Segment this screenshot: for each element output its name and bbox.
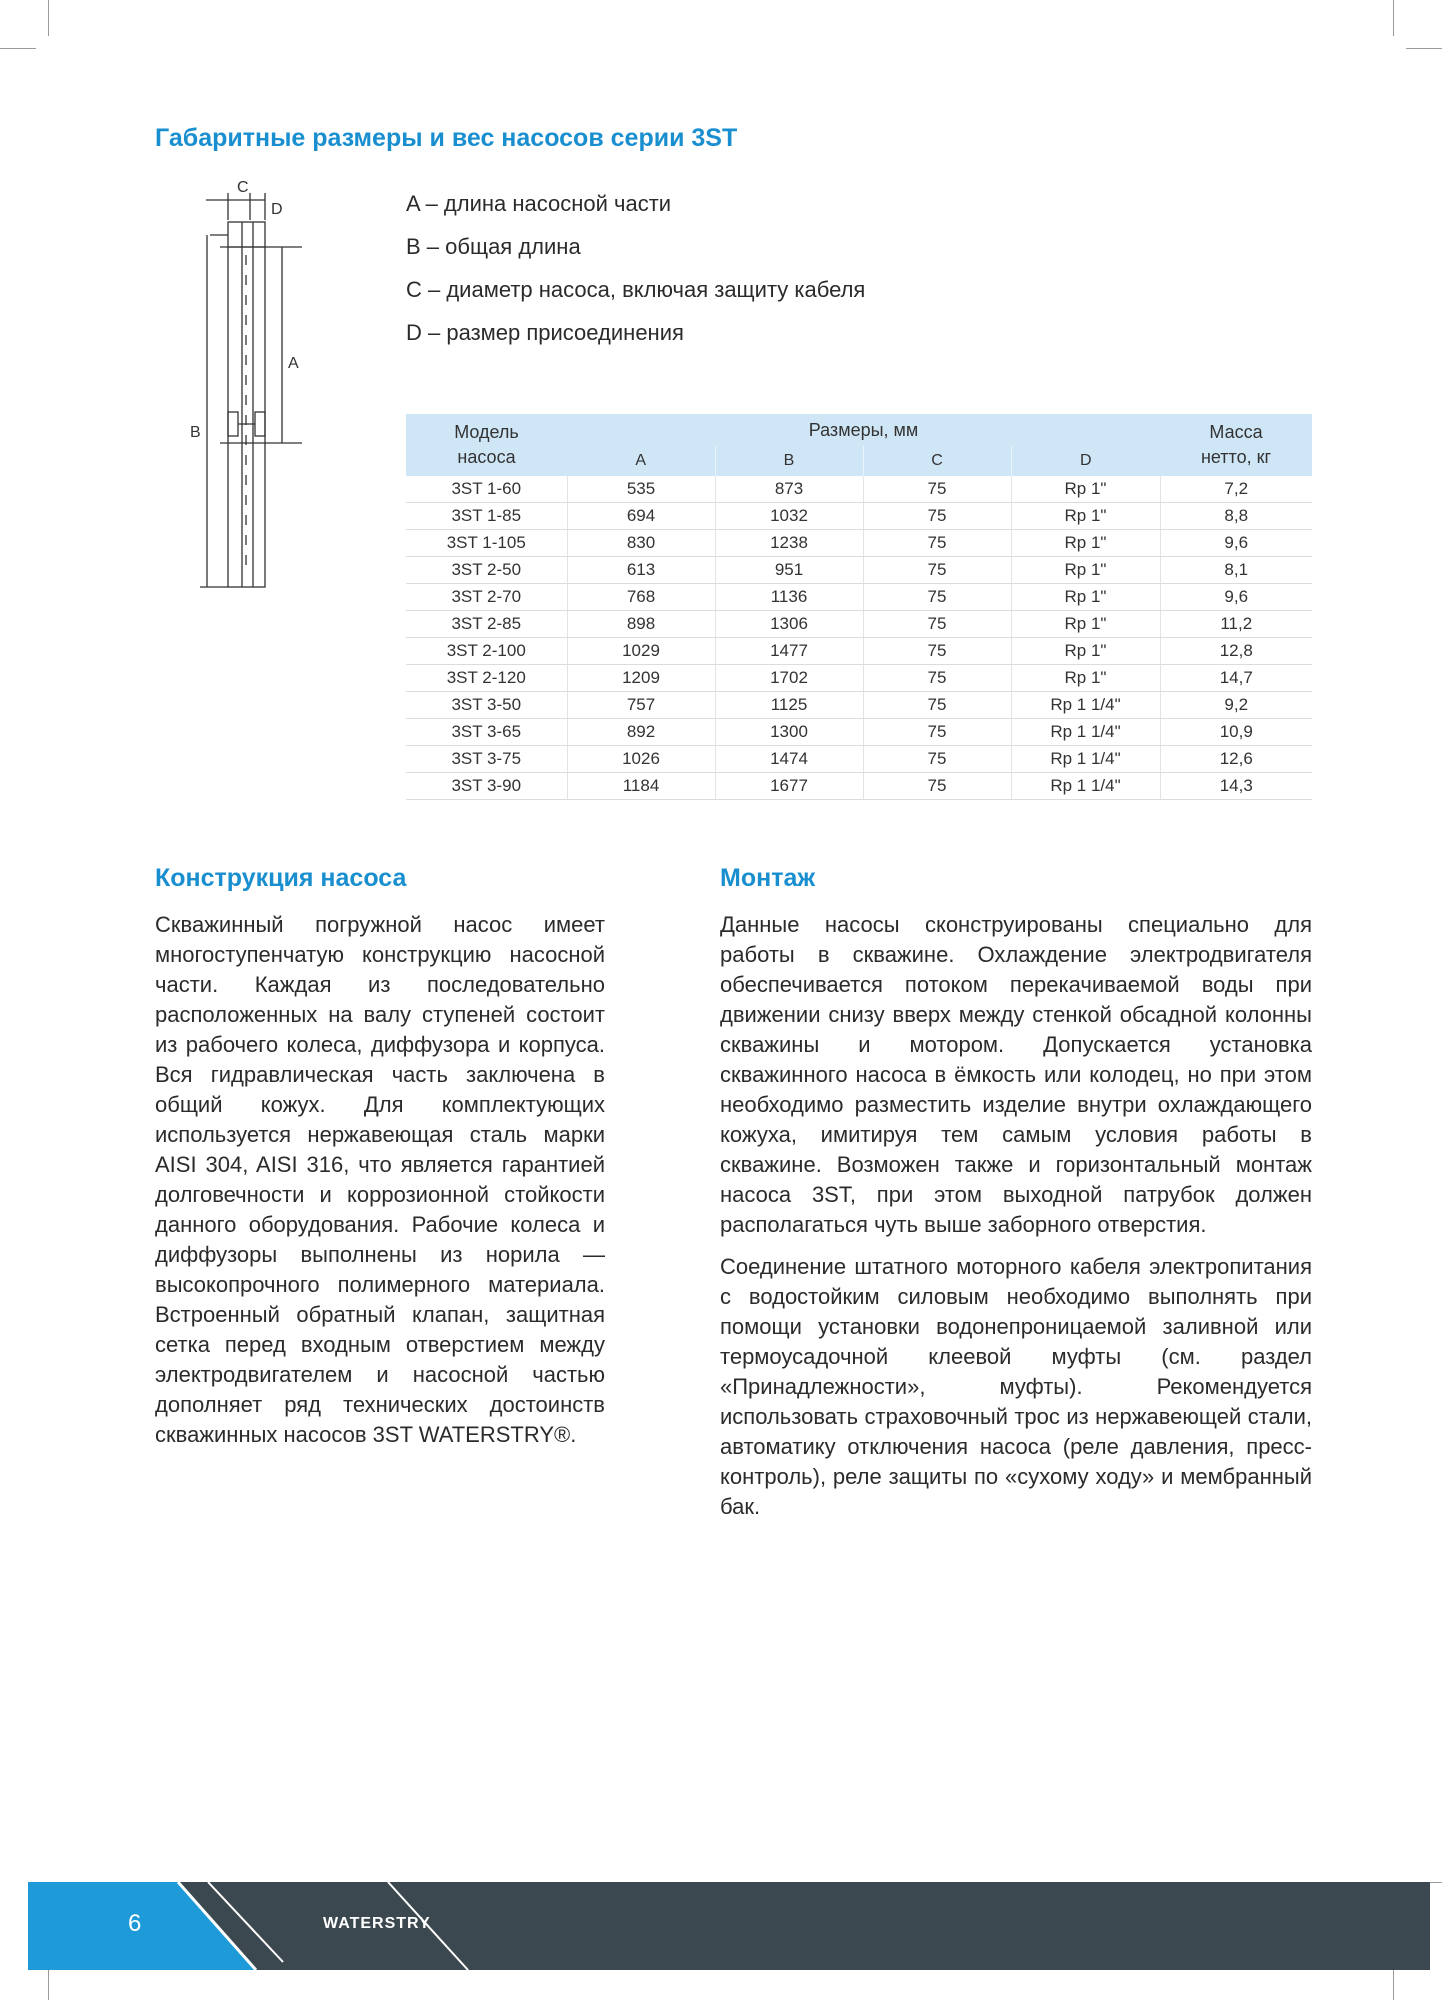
pump-dimension-diagram: [180, 175, 320, 595]
cell-a: 1029: [567, 638, 715, 665]
cell-mass: 8,1: [1160, 557, 1312, 584]
cell-b: 1306: [715, 611, 863, 638]
cell-d: Rp 1": [1011, 638, 1160, 665]
cell-b: 1677: [715, 773, 863, 800]
cell-d: Rp 1 1/4": [1011, 692, 1160, 719]
cell-b: 1702: [715, 665, 863, 692]
cell-model: 3ST 2-70: [406, 584, 567, 611]
cell-d: Rp 1": [1011, 557, 1160, 584]
page-number: 6: [128, 1910, 142, 1937]
dimensions-table: [406, 414, 1312, 800]
cell-a: 757: [567, 692, 715, 719]
cell-mass: 7,2: [1160, 476, 1312, 503]
cell-c: 75: [863, 638, 1011, 665]
cell-c: 75: [863, 665, 1011, 692]
legend-item: B – общая длина: [406, 234, 581, 259]
cell-c: 75: [863, 503, 1011, 530]
cell-model: 3ST 2-85: [406, 611, 567, 638]
cell-b: 1238: [715, 530, 863, 557]
column-header-dimensions: Размеры, мм: [567, 414, 1160, 446]
mounting-text: [720, 910, 1312, 1534]
cell-d: Rp 1 1/4": [1011, 773, 1160, 800]
cell-a: 1209: [567, 665, 715, 692]
cell-c: 75: [863, 719, 1011, 746]
table-row: [406, 746, 1312, 773]
crop-mark: [1393, 0, 1394, 36]
table-row: [406, 692, 1312, 719]
dimension-legend: [406, 186, 865, 358]
cell-a: 768: [567, 584, 715, 611]
cell-b: 1136: [715, 584, 863, 611]
footer-band: [28, 1882, 1430, 1970]
brand-logo: WATERSTRY: [323, 1915, 431, 1932]
cell-d: Rp 1": [1011, 503, 1160, 530]
legend-item: A – длина насосной части: [406, 191, 672, 216]
cell-b: 1474: [715, 746, 863, 773]
cell-mass: 10,9: [1160, 719, 1312, 746]
column-header-mass: Масса нетто, кг: [1160, 414, 1312, 476]
cell-mass: 9,6: [1160, 584, 1312, 611]
table-row: [406, 557, 1312, 584]
construction-heading: Конструкция насоса: [155, 864, 407, 892]
cell-model: 3ST 1-105: [406, 530, 567, 557]
cell-c: 75: [863, 611, 1011, 638]
cell-d: Rp 1 1/4": [1011, 719, 1160, 746]
cell-b: 1477: [715, 638, 863, 665]
table-row: [406, 503, 1312, 530]
cell-d: Rp 1": [1011, 611, 1160, 638]
cell-mass: 9,6: [1160, 530, 1312, 557]
cell-c: 75: [863, 692, 1011, 719]
column-header-d: D: [1011, 446, 1160, 476]
diagram-label-c: C: [237, 179, 249, 196]
cell-mass: 11,2: [1160, 611, 1312, 638]
cell-a: 898: [567, 611, 715, 638]
cell-mass: 14,3: [1160, 773, 1312, 800]
legend-item: D – размер присоединения: [406, 320, 684, 345]
column-header-model: Модель насоса: [406, 414, 567, 476]
cell-a: 830: [567, 530, 715, 557]
cell-c: 75: [863, 476, 1011, 503]
table-row: [406, 665, 1312, 692]
table-row: [406, 530, 1312, 557]
crop-mark: [1406, 48, 1442, 49]
cell-c: 75: [863, 584, 1011, 611]
table-row: [406, 773, 1312, 800]
table-row: [406, 476, 1312, 503]
cell-model: 3ST 2-50: [406, 557, 567, 584]
cell-d: Rp 1": [1011, 476, 1160, 503]
column-header-c: C: [863, 446, 1011, 476]
cell-model: 3ST 2-100: [406, 638, 567, 665]
cell-b: 873: [715, 476, 863, 503]
construction-text: Скважинный погружной насос имеет многоступенчатую конструкцию насосной части. Каждая из последовательно расположенных на валу ступеней состоит из рабочего колеса, диффузора и корпуса. Вся гидравлическая часть заключена в общий кожух. Для комплектующих используется нержавеющая сталь марки AISI 304, AISI 316, что является гарантией долговечности и коррозионной стойкости данного оборудования. Рабочие колеса и диффузоры выполнены из норила — высокопрочного полимерного материала. Встроенный обратный клапан, защитная сетка перед входным отверстием между электродвигателем и насосной частью дополняет ряд технических достоинств скважинных насосов 3ST WATERSTRY®.: [155, 912, 605, 1447]
column-header-a: A: [567, 446, 715, 476]
crop-mark: [0, 48, 36, 49]
cell-b: 1032: [715, 503, 863, 530]
cell-model: 3ST 1-85: [406, 503, 567, 530]
mounting-heading: Монтаж: [720, 864, 816, 892]
table-row: [406, 719, 1312, 746]
cell-model: 3ST 3-65: [406, 719, 567, 746]
table-row: [406, 638, 1312, 665]
diagram-label-b: B: [190, 424, 201, 441]
diagram-label-a: A: [288, 355, 299, 372]
cell-mass: 12,8: [1160, 638, 1312, 665]
cell-model: 3ST 3-90: [406, 773, 567, 800]
crop-mark: [48, 0, 49, 36]
cell-a: 694: [567, 503, 715, 530]
cell-mass: 9,2: [1160, 692, 1312, 719]
cell-c: 75: [863, 746, 1011, 773]
column-header-b: B: [715, 446, 863, 476]
cell-model: 3ST 3-75: [406, 746, 567, 773]
cell-mass: 12,6: [1160, 746, 1312, 773]
cell-model: 3ST 1-60: [406, 476, 567, 503]
cell-model: 3ST 3-50: [406, 692, 567, 719]
cell-c: 75: [863, 530, 1011, 557]
table-row: [406, 584, 1312, 611]
cell-b: 1300: [715, 719, 863, 746]
cell-a: 535: [567, 476, 715, 503]
cell-c: 75: [863, 557, 1011, 584]
cell-b: 951: [715, 557, 863, 584]
cell-c: 75: [863, 773, 1011, 800]
table-row: [406, 611, 1312, 638]
cell-d: Rp 1 1/4": [1011, 746, 1160, 773]
mounting-paragraph: Соединение штатного моторного кабеля электропитания с водостойким силовым необходимо выполнять при помощи установки водонепроницаемой заливной или термоусадочной клеевой муфты (см. раздел «Принадлежности», муфты). Рекомендуется использовать страховочный трос из нержавеющей стали, автоматику отключения насоса (реле давления, пресс-контроль), реле защиты по «сухому ходу» и мембранный бак.: [720, 1254, 1312, 1519]
legend-item: C – диаметр насоса, включая защиту кабеля: [406, 277, 866, 302]
page-title: Габаритные размеры и вес насосов серии 3ST: [155, 124, 738, 152]
cell-mass: 8,8: [1160, 503, 1312, 530]
footer-graphic: [28, 1882, 1430, 1970]
cell-mass: 14,7: [1160, 665, 1312, 692]
cell-a: 1026: [567, 746, 715, 773]
mounting-paragraph: Данные насосы сконструированы специально для работы в скважине. Охлаждение электродвигателя обеспечивается потоком перекачиваемой воды при движении снизу вверх между стенкой обсадной колонны скважины и мотором. Допускается установка скважинного насоса в ёмкость или колодец, но при этом необходимо разместить изделие внутри охлаждающего кожуха, имитируя тем самым условия работы в скважине. Возможен также и горизонтальный монтаж насоса 3ST, при этом выходной патрубок должен располагаться чуть выше заборного отверстия.: [720, 912, 1312, 1237]
cell-d: Rp 1": [1011, 665, 1160, 692]
cell-d: Rp 1": [1011, 584, 1160, 611]
cell-d: Rp 1": [1011, 530, 1160, 557]
cell-model: 3ST 2-120: [406, 665, 567, 692]
diagram-label-d: D: [271, 201, 283, 218]
cell-b: 1125: [715, 692, 863, 719]
cell-a: 1184: [567, 773, 715, 800]
cell-a: 892: [567, 719, 715, 746]
cell-a: 613: [567, 557, 715, 584]
